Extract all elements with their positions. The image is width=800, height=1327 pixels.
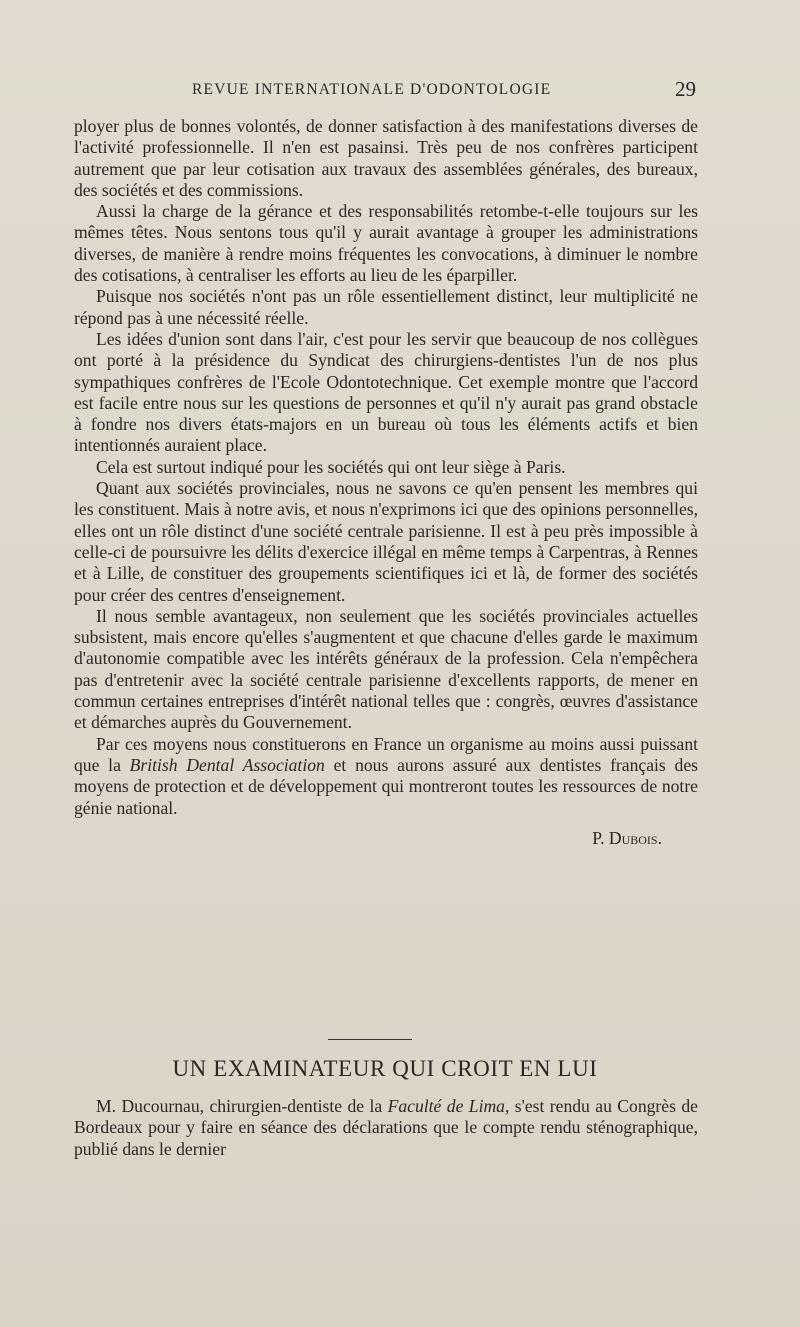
text-segment: et nous aurons assuré aux dentistes français des moyens de protection et de développement qui montreront toutes les ressources de notre génie national. (74, 754, 698, 818)
paragraph: ployer plus de bonnes volontés, de donner satisfaction à des manifestations diverses de l'activité professionnelle. Il n'en est pasainsi. Très peu de nos confrères participent autrement que par leur cotisation aux travaux des assemblées générales, des bureaux, des sociétés et des commissions. (74, 116, 698, 200)
italic-organization: British Dental Association (129, 754, 325, 775)
paragraph (74, 1096, 698, 1160)
section-title: UN EXAMINATEUR QUI CROIT EN LUI (172, 1056, 598, 1081)
text-segment: , s'est rendu au Congrès de Bordeaux pour y faire en séance des déclarations que le compte rendu sténographique, publié dans le dernier (74, 1096, 698, 1159)
section-body (74, 1096, 698, 1160)
paragraph: Aussi la charge de la gérance et des responsabilités retombe-t-elle toujours sur les mêmes têtes. Nous sentons tous qu'il y aurait avantage à grouper les administrations diverses, de manière à rendre moins fréquentes les convocations, à diminuer le nombre des cotisations, à centraliser les efforts au lieu de les éparpiller. (74, 201, 698, 286)
running-title: REVUE INTERNATIONALE D'ODONTOLOGIE (192, 81, 552, 98)
paragraph: Cela est surtout indiqué pour les sociétés qui ont leur siège à Paris. (96, 456, 566, 477)
text-segment: Par ces moyens nous constituerons en France un organisme au moins aussi puissant que la (74, 733, 698, 775)
italic-institution: Faculté de Lima (387, 1096, 505, 1116)
author-signature (74, 828, 698, 849)
section-divider (328, 1039, 412, 1040)
signature-name: Dubois. (608, 827, 662, 848)
paragraph: Puisque nos sociétés n'ont pas un rôle essentiellement distinct, leur multiplicité ne répond pas à une nécessité réelle. (74, 286, 698, 328)
paragraph-last (74, 734, 698, 819)
paragraph: Quant aux sociétés provinciales, nous ne savons ce qu'en pensent les membres qui les constituent. Mais à notre avis, et nous n'exprimons ici que des opinions personnelles, elles ont un rôle distinct d'une société centrale parisienne. Il est à peu près impossible à celle-ci de poursuivre les délits d'exercice illégal en même temps à Carpentras, à Rennes et à Lille, de constituer des groupements scientifiques ici et là, de former des sociétés pour créer des centres d'enseignement. (74, 478, 698, 605)
page-number: 29 (675, 77, 696, 101)
signature-initial: P. (592, 827, 609, 848)
paragraph: Il nous semble avantageux, non seulement que les sociétés provinciales actuelles subsistent, mais encore qu'elles s'augmentent et que chacune d'elles garde le maximum d'autonomie compatible avec les intérêts généraux de la profession. Cela n'empêchera pas d'entretenir avec la société centrale parisienne d'excellents rapports, de mener en commun certaines entreprises d'intérêt national telles que : congrès, œuvres d'assistance et démarches auprès du Gouvernement. (74, 605, 698, 733)
paragraph: Les idées d'union sont dans l'air, c'est pour les servir que beaucoup de nos collègues ont porté à la présidence du Syndicat des chirurgiens-dentistes l'un de nos plus sympathiques confrères de l'Ecole Odontotechnique. Cet exemple montre que l'accord est facile entre nous sur les questions de personnes et qu'il n'y aurait pas grand obstacle à fondre nos divers états-majors en un bureau où tous les éléments actifs et bien intentionnés auraient place. (74, 328, 698, 456)
article-body (74, 116, 698, 849)
text-segment: M. Ducournau, chirurgien-dentiste de la (96, 1096, 388, 1116)
page-header (72, 77, 698, 103)
